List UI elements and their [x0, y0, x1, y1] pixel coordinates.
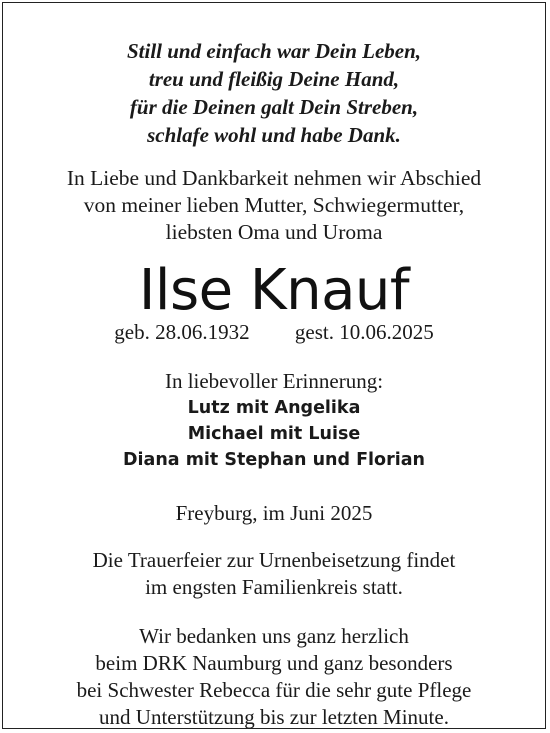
intro-text: [3, 165, 545, 246]
mourner-entry: Lutz mit Angelika: [187, 398, 361, 418]
thanks-line: Wir bedanken uns ganz herzlich: [139, 624, 409, 648]
thanks-line: bei Schwester Rebecca für die sehr gute Pflege: [76, 678, 472, 702]
memory-label: In liebevoller Erinnerung:: [164, 369, 384, 393]
ceremony-info: [3, 547, 545, 601]
intro-line: In Liebe und Dankbarkeit nehmen wir Abschied: [66, 166, 482, 190]
poem-line: treu und fleißig Deine Hand,: [148, 67, 400, 91]
mourner-entry: Diana mit Stephan und Florian: [123, 450, 425, 470]
deceased-name: Ilse Knauf: [138, 258, 410, 323]
obituary-notice: [2, 2, 546, 729]
poem-line: Still und einfach war Dein Leben,: [126, 39, 422, 63]
place-date: Freyburg, im Juni 2025: [175, 501, 373, 525]
birth-date: geb. 28.06.1932: [114, 320, 250, 344]
mourners-list: [3, 395, 545, 473]
poem-line: für die Deinen galt Dein Streben,: [129, 95, 419, 119]
intro-line: liebsten Oma und Uroma: [165, 220, 383, 244]
thanks-line: und Unterstützung bis zur letzten Minute.: [99, 705, 449, 729]
poem: [3, 37, 545, 149]
ceremony-line: Die Trauerfeier zur Urnenbeisetzung findet: [92, 548, 456, 572]
mourner-entry: Michael mit Luise: [187, 424, 361, 444]
thanks-text: [3, 623, 545, 731]
intro-line: von meiner lieben Mutter, Schwiegermutter,: [83, 193, 465, 217]
ceremony-line: im engsten Familienkreis statt.: [145, 575, 403, 599]
thanks-line: beim DRK Naumburg und ganz besonders: [95, 651, 453, 675]
life-dates: [3, 318, 545, 346]
poem-line: schlafe wohl und habe Dank.: [147, 123, 401, 147]
death-date: gest. 10.06.2025: [294, 320, 434, 344]
